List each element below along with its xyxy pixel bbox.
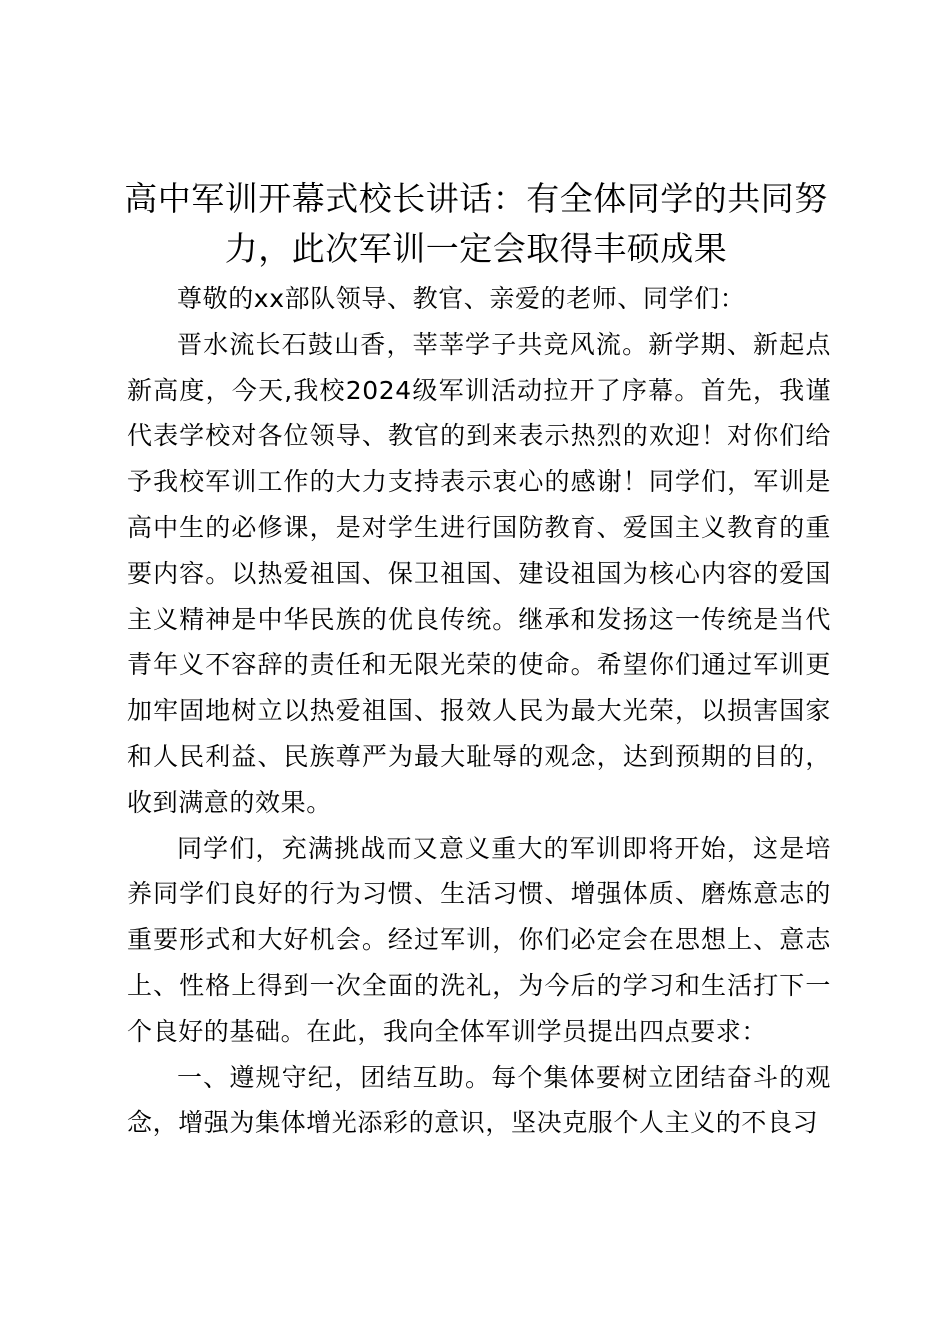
body-paragraph: 同学们，充满挑战而又意义重大的军训即将开始，这是培养同学们良好的行为习惯、生活习惯、增强体质、磨炼意志的重要形式和大好机会。经过军训，你们必定会在思想上、意志上、性格上得到一次全面的洗礼，为今后的学习和生活打下一个良好的基础。在此，我向全体军训学员提出四点要求： <box>127 833 831 1046</box>
body-paragraph: 一、遵规守纪，团结互助。每个集体要树立团结奋斗的观念，增强为集体增光添彩的意识，坚决克服个人主义的不良习 <box>127 1062 831 1138</box>
document-title: 高中军训开幕式校长讲话：有全体同学的共同努力，此次军训一定会取得丰硕成果 <box>124 179 828 268</box>
salutation-paragraph: 尊敬的xx部队领导、教官、亲爱的老师、同学们： <box>177 284 746 313</box>
body-paragraph: 晋水流长石鼓山香，莘莘学子共竞风流。新学期、新起点新高度，今天,我校2024级军训活动拉开了序幕。首先，我谨代表学校对各位领导、教官的到来表示热烈的欢迎！对你们给予我校军训工作的大力支持表示衷心的感谢！同学们，军训是高中生的必修课，是对学生进行国防教育、爱国主义教育的重要内容。以热爱祖国、保卫祖国、建设祖国为核心内容的爱国主义精神是中华民族的优良传统。继承和发扬这一传统是当代青年义不容辞的责任和无限光荣的使命。希望你们通过军训更加牢固地树立以热爱祖国、报效人民为最大光荣，以损害国家和人民利益、民族尊严为最大耻辱的观念，达到预期的目的，收到满意的效果。 <box>127 329 831 817</box>
document-body <box>127 276 831 1146</box>
